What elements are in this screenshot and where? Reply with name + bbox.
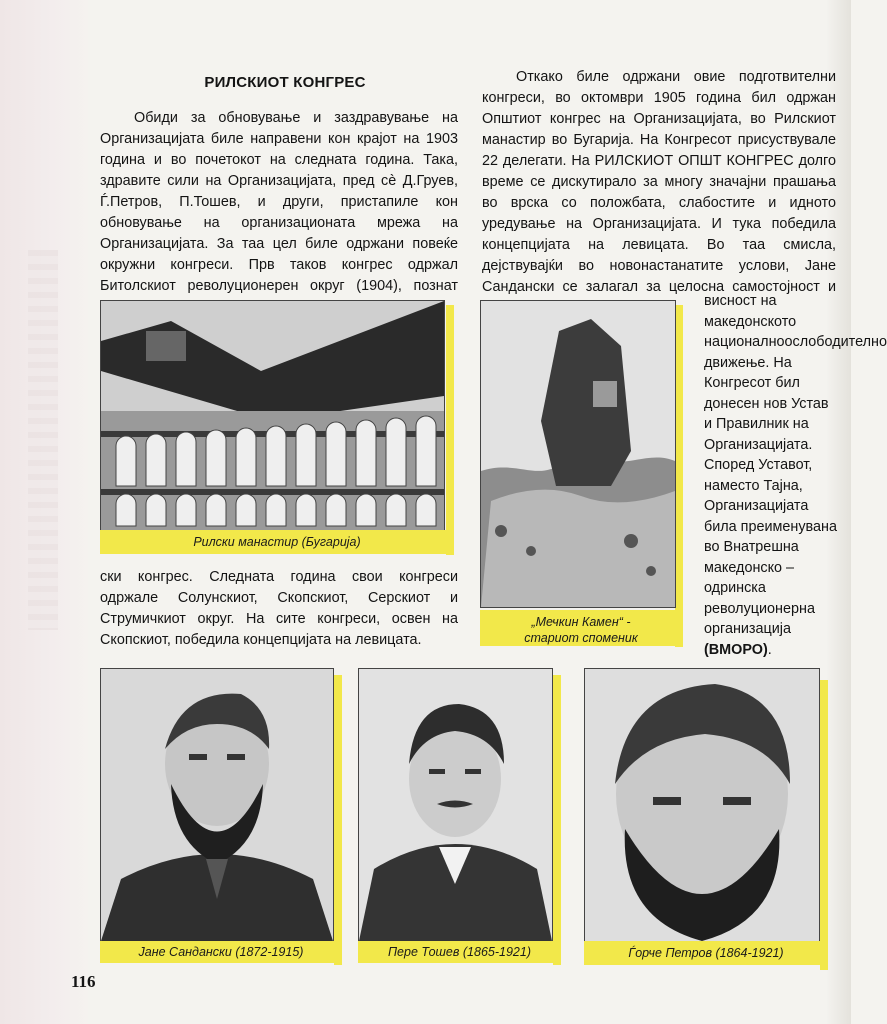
stone-yellow-bar (675, 305, 683, 647)
portrait-jane-sandanski (100, 668, 334, 942)
left-column-continuation (100, 567, 458, 651)
portrait3-caption: Ѓорче Петров (1864-1921) (584, 941, 828, 965)
portrait2-caption: Пере Тошев (1865-1921) (358, 941, 561, 963)
portrait2-yellow-bar (553, 675, 561, 965)
right-narrow-paragraph (704, 291, 887, 660)
right-column-narrow-text (704, 291, 887, 660)
page-number: 116 (71, 972, 96, 991)
bleed-through-ghost (28, 250, 58, 630)
rila-monastery-photo (100, 300, 445, 531)
stone-caption-line2: стариот споменик (524, 631, 638, 645)
left-continuation-paragraph: ски конгрес. Следната година свои конгреси одржале Солунскиот, Скопскиот, Серскиот и Струмичкиот округ. На сите конгреси, освен на Скопскиот, победила концепцијата на левицата. (100, 569, 458, 648)
monastery-yellow-bar (446, 305, 454, 555)
right-paragraph: Откако биле одржани овие подготвителни конгреси, во октомври 1905 година бил одржан Општиот конгрес на Организацијата, во Рилскиот манастир во Бугарија. На Конгресот присуствувале 22 делегати. На РИЛСКИОТ ОПШТ КОНГРЕС долго време се дискутирало за многу значајни прашања во врска со положбата, слабостите и идното уредување на Организацијата. И тука победила концепцијата на левицата. Во таа смисла, дејствувајќи во новонастанатите услови, Јане Сандански се залагал за целосна самостојност и (482, 69, 836, 295)
portrait3-yellow-bar (820, 680, 828, 970)
portrait1-caption: Јане Сандански (1872-1915) (100, 941, 342, 963)
right-narrow-body: висност на македонското националноослободително движење. На Конгресот бил донесен нов Устав и Правилник на Организацијата. Според Уставот, наместо Тајна, Организацијата била преименувана во Внатрешна македонско – одринска револуционерна организација (704, 293, 887, 637)
left-paragraph: Обиди за обновување и заздравување на Организацијата биле направени кон крајот на 1903 година и во почетокот на следната година. Така, здравите сили на Организацијата, пред сè Д.Груев, Ѓ.Петров, П.Тошев, и други, пристапиле кон обновување на организационата мрежа на Организацијата. За таа цел биле одржани повеќе окружни конгреси. Прв таков конгрес одржал Битолскиот револуционерен округ (1904), познат (100, 110, 458, 294)
stone-caption (480, 610, 682, 646)
stone-caption-line1: „Мечкин Камен“ - (531, 615, 631, 629)
portrait-pere-toshev (358, 668, 553, 942)
portrait1-yellow-bar (334, 675, 342, 965)
page-title: РИЛСКИОТ КОНГРЕС (204, 74, 366, 91)
mechkin-kamen-photo (480, 300, 676, 608)
vmoro-abbreviation: (ВМОРО) (704, 641, 768, 658)
portrait-gjorche-petrov (584, 668, 820, 942)
right-column-top-text (482, 67, 836, 319)
left-column-top-text (100, 108, 458, 318)
end-punct: . (767, 641, 772, 658)
monastery-caption: Рилски манастир (Бугарија) (100, 530, 454, 554)
